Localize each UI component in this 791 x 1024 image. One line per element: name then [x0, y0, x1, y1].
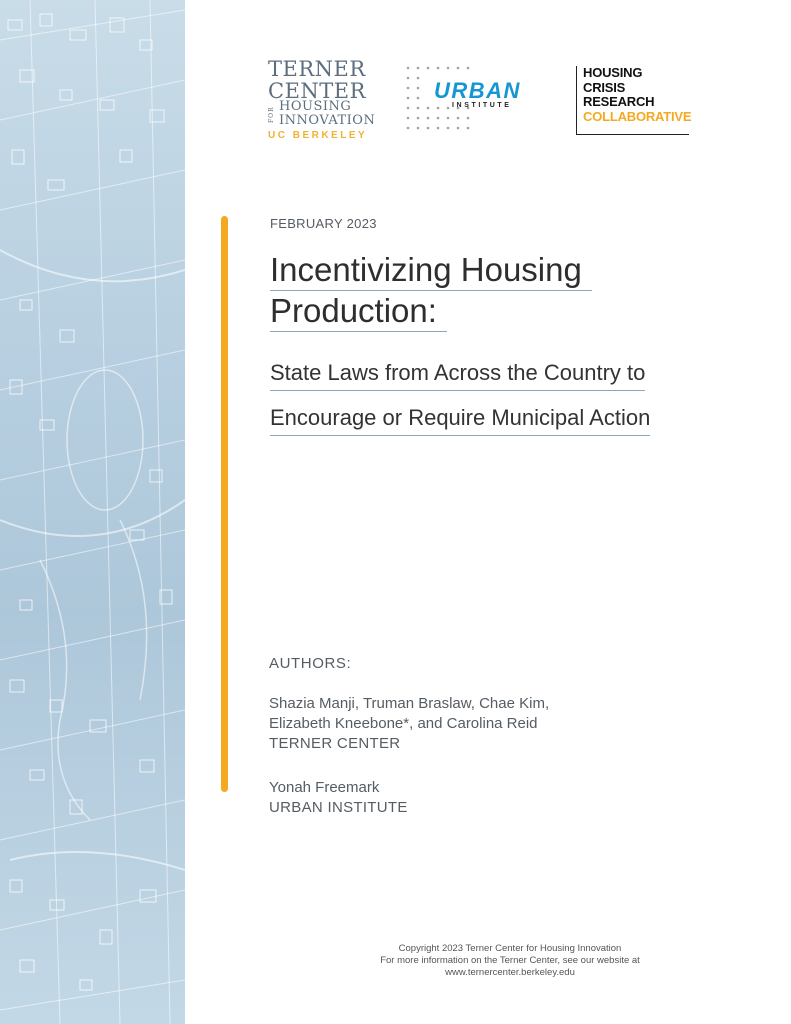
authors-group1-org: TERNER CENTER: [269, 735, 401, 752]
urban-institute-logo: [404, 64, 529, 136]
report-title-line2: Production:: [270, 291, 447, 332]
terner-logo-for: FOR: [268, 106, 275, 124]
report-subtitle-line2: Encourage or Require Municipal Action: [270, 401, 650, 436]
accent-bar: [221, 216, 228, 792]
authors-group2-org: URBAN INSTITUTE: [269, 799, 408, 816]
terner-logo-line2: CENTER: [268, 79, 366, 103]
terner-logo-ucb: UC BERKELEY: [268, 130, 368, 141]
terner-center-logo: [268, 57, 376, 144]
authors-label: AUTHORS:: [269, 655, 352, 672]
authors-group2-name: Yonah Freemark: [269, 779, 380, 796]
hcrc-logo-line1: HOUSING: [583, 65, 643, 80]
terner-logo-line1: TERNER: [268, 57, 366, 81]
hcrc-logo-line3: RESEARCH: [583, 94, 655, 109]
urban-logo-word: URBAN: [434, 78, 521, 103]
hcrc-logo-line2: CRISIS: [583, 79, 626, 95]
terner-logo-housing: HOUSING: [279, 99, 352, 114]
copyright-footer: [340, 943, 680, 979]
street-map-illustration: [0, 0, 185, 1024]
authors-group1-line1: Shazia Manji, Truman Braslaw, Chae Kim,: [269, 695, 550, 712]
map-background-image: [0, 0, 185, 1024]
footer-website-link[interactable]: www.ternercenter.berkeley.edu: [445, 967, 575, 978]
hcrc-logo: [576, 65, 692, 135]
hcrc-logo-line4: COLLABORATIVE: [583, 108, 692, 124]
report-subtitle: [270, 356, 750, 446]
terner-logo-innovation: INNOVATION: [279, 113, 376, 128]
report-subtitle-line1: State Laws from Across the Country to: [270, 356, 645, 391]
footer-line1: Copyright 2023 Terner Center for Housing Innovation: [398, 943, 622, 954]
publication-date: FEBRUARY 2023: [270, 216, 377, 231]
authors-group1-line2: Elizabeth Kneebone*, and Carolina Reid: [269, 715, 538, 732]
urban-logo-sub: INSTITUTE: [452, 102, 512, 109]
footer-line2: For more information on the Terner Center, see our website at: [380, 955, 640, 966]
report-title: [270, 250, 670, 332]
authors-block: [269, 654, 549, 818]
report-title-line1: Incentivizing Housing: [270, 250, 592, 291]
